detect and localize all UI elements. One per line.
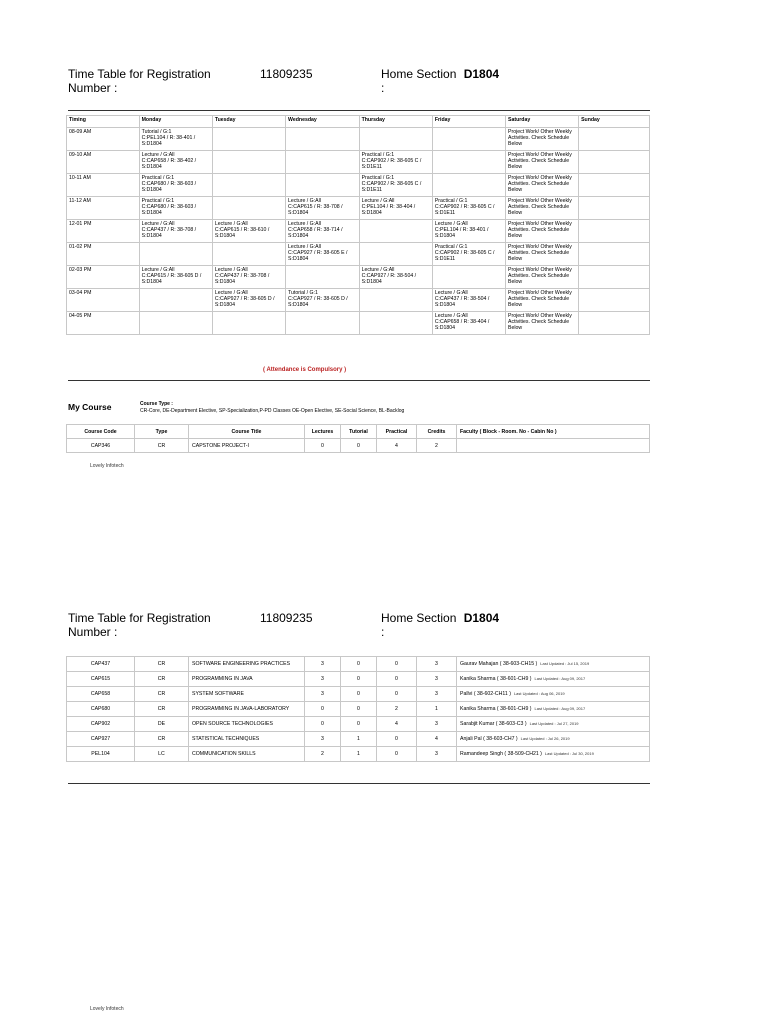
timetable-col-header: Tuesday: [212, 116, 285, 128]
timetable-cell: [579, 197, 650, 220]
divider: [68, 110, 650, 111]
timetable-cell: Tutorial / G:1 C:PEL104 / R: 38-401 / S:D1804: [139, 128, 212, 151]
course-cell: CAP902: [67, 717, 135, 732]
timetable: [66, 115, 650, 335]
timetable-cell: [359, 289, 432, 312]
timing-cell: 12-01 PM: [67, 220, 140, 243]
course-cell: 3: [305, 687, 341, 702]
timetable-cell: Lecture / G:All C:CAP437 / R: 38-708 / S:D1804: [139, 220, 212, 243]
timetable-row: [67, 312, 650, 335]
timetable-cell: Practical / G:1 C:CAP902 / R: 38-605 C / S:D1E11: [359, 174, 432, 197]
page-title: Time Table for Registration Number :: [68, 67, 211, 95]
timetable-cell: Lecture / G:All C:CAP615 / R: 38-610 / S:D1804: [212, 220, 285, 243]
timetable-cell: [286, 128, 360, 151]
timetable-cell: [579, 174, 650, 197]
course-col-header: Faculty ( Block - Room. No - Cabin No ): [457, 425, 650, 439]
timetable-cell: [432, 174, 505, 197]
course-cell: 3: [305, 657, 341, 672]
course-table-header: [67, 425, 650, 439]
course-col-header: Course Title: [189, 425, 305, 439]
timetable-cell: Lecture / G:All C:CAP658 / R: 38-404 / S:D1804: [432, 312, 505, 335]
divider: [68, 783, 650, 784]
timetable-cell: Tutorial / G:1 C:CAP927 / R: 38-605 D / S:D1804: [286, 289, 360, 312]
timetable-cell: Lecture / G:All C:CAP927 / R: 38-504 / S:D1804: [359, 266, 432, 289]
timetable-cell: [432, 151, 505, 174]
course-cell: LC: [135, 747, 189, 762]
timing-cell: 10-11 AM: [67, 174, 140, 197]
course-cell: PEL104: [67, 747, 135, 762]
course-cell: CAPSTONE PROJECT-I: [189, 439, 305, 453]
last-updated: Last Updated : Aug 06, 2019: [513, 691, 565, 696]
course-cell: 0: [377, 657, 417, 672]
course-cell: 0: [341, 717, 377, 732]
course-cell: CAP346: [67, 439, 135, 453]
course-cell: 3: [417, 747, 457, 762]
registration-number: 11809235: [260, 67, 313, 81]
timetable-cell: [139, 289, 212, 312]
timetable-cell: [579, 151, 650, 174]
timetable-cell: [212, 243, 285, 266]
course-row: [67, 747, 650, 762]
timetable-cell: Project Work/ Other Weekly Activities. Check Schedule Below: [506, 289, 579, 312]
timetable-cell: Lecture / G:All C:CAP437 / R: 38-708 / S:D1804: [212, 266, 285, 289]
course-cell: PROGRAMMING IN JAVA-LABORATORY: [189, 702, 305, 717]
timetable-cell: Project Work/ Other Weekly Activities. Check Schedule Below: [506, 266, 579, 289]
course-cell: 0: [377, 672, 417, 687]
course-col-header: Practical: [377, 425, 417, 439]
course-row: [67, 672, 650, 687]
timetable-col-header: Sunday: [579, 116, 650, 128]
course-cell: [457, 657, 650, 672]
timetable-cell: Lecture / G:All C:CAP615 / R: 38-605 D / S:D1804: [139, 266, 212, 289]
timetable-cell: Project Work/ Other Weekly Activities. Check Schedule Below: [506, 220, 579, 243]
timetable-cell: [212, 174, 285, 197]
home-section-value: D1804: [463, 67, 500, 81]
last-updated: Last Updated : Aug 09, 2017: [534, 676, 586, 681]
course-cell: 0: [341, 439, 377, 453]
timetable-cell: [212, 128, 285, 151]
page-title-2: Time Table for Registration Number :: [68, 611, 211, 639]
footer-text-2: Lovely Infotech: [90, 1006, 124, 1012]
timetable-cell: [432, 266, 505, 289]
timing-cell: 04-05 PM: [67, 312, 140, 335]
timetable-cell: [139, 243, 212, 266]
course-cell: CR: [135, 687, 189, 702]
course-cell: CAP437: [67, 657, 135, 672]
course-cell: [457, 439, 650, 453]
timing-cell: 03-04 PM: [67, 289, 140, 312]
course-cell: 0: [341, 702, 377, 717]
course-cell: 1: [417, 702, 457, 717]
course-col-header: Tutorial: [341, 425, 377, 439]
faculty-name: Sarabjit Kumar ( 38-603-C3 ): [460, 721, 527, 727]
timetable-col-header: Friday: [432, 116, 505, 128]
course-cell: DE: [135, 717, 189, 732]
course-row: [67, 687, 650, 702]
timetable-row: [67, 266, 650, 289]
course-col-header: Course Code: [67, 425, 135, 439]
timetable-cell: [286, 174, 360, 197]
course-type-legend: [140, 401, 404, 415]
my-course-title: My Course: [68, 402, 112, 412]
timetable-cell: [286, 312, 360, 335]
last-updated: Last Updated : Aug 09, 2017: [534, 706, 586, 711]
timetable-row: [67, 128, 650, 151]
course-cell: 0: [377, 747, 417, 762]
course-cell: SOFTWARE ENGINEERING PRACTICES: [189, 657, 305, 672]
faculty-name: Pallvi ( 38-602-CH11 ): [460, 691, 511, 697]
course-cell: [457, 747, 650, 762]
course-cell: PROGRAMMING IN JAVA: [189, 672, 305, 687]
course-cell: SYSTEM SOFTWARE: [189, 687, 305, 702]
timetable-cell: [212, 197, 285, 220]
course-cell: 4: [377, 439, 417, 453]
course-cell: 1: [341, 732, 377, 747]
course-cell: 2: [377, 702, 417, 717]
timetable-cell: [579, 312, 650, 335]
last-updated: Last Updated : Jul 15, 2019: [540, 661, 590, 666]
timetable-cell: [579, 220, 650, 243]
home-section-label: Home Section: [381, 67, 457, 81]
course-cell: CAP615: [67, 672, 135, 687]
timetable-cell: Lecture / G:All C:CAP437 / R: 38-504 / S:D1804: [432, 289, 505, 312]
home-section: [381, 67, 501, 95]
timing-cell: 02-03 PM: [67, 266, 140, 289]
timetable-cell: Practical / G:1 C:CAP902 / R: 38-605 C / S:D1E11: [432, 243, 505, 266]
course-table: [66, 424, 650, 453]
timetable-cell: [139, 312, 212, 335]
course-cell: CR: [135, 672, 189, 687]
course-cell: 2: [417, 439, 457, 453]
timetable-cell: [359, 220, 432, 243]
footer-text: Lovely Infotech: [90, 463, 124, 469]
timetable-cell: Project Work/ Other Weekly Activities. Check Schedule Below: [506, 128, 579, 151]
timetable-cell: Project Work/ Other Weekly Activities. Check Schedule Below: [506, 197, 579, 220]
course-cell: 1: [341, 747, 377, 762]
timetable-cell: Lecture / G:All C:CAP927 / R: 38-605 E / S:D1804: [286, 243, 360, 266]
course-col-header: Type: [135, 425, 189, 439]
timing-cell: 01-02 PM: [67, 243, 140, 266]
faculty-name: Gaurav Mahajan ( 38-603-CH15 ): [460, 661, 538, 667]
course-cell: CR: [135, 732, 189, 747]
timetable-cell: Practical / G:1 C:CAP902 / R: 38-605 C / S:D1E11: [359, 151, 432, 174]
timetable-row: [67, 151, 650, 174]
course-row: [67, 439, 650, 453]
course-cell: [457, 687, 650, 702]
course-cell: STATISTICAL TECHNIQUES: [189, 732, 305, 747]
timetable-col-header: Timing: [67, 116, 140, 128]
timetable-cell: [286, 266, 360, 289]
course-cell: CR: [135, 702, 189, 717]
course-cell: [457, 717, 650, 732]
course-cell: CAP658: [67, 687, 135, 702]
timetable-col-header: Saturday: [506, 116, 579, 128]
timetable-cell: Lecture / G:All C:PEL104 / R: 38-401 / S:D1804: [432, 220, 505, 243]
timetable-cell: [579, 243, 650, 266]
course-cell: CAP927: [67, 732, 135, 747]
timetable-row: [67, 174, 650, 197]
course-col-header: Lectures: [305, 425, 341, 439]
course-cell: 0: [377, 687, 417, 702]
timetable-cell: Lecture / G:All C:CAP615 / R: 38-708 / S:D1804: [286, 197, 360, 220]
course-cell: [457, 732, 650, 747]
course-cell: 0: [305, 702, 341, 717]
faculty-name: Ramandeep Singh ( 38-509-CH21 ): [460, 751, 542, 757]
timetable-cell: Practical / G:1 C:CAP902 / R: 38-605 C / S:D1E11: [432, 197, 505, 220]
home-section-2: [381, 611, 501, 639]
timetable-cell: Practical / G:1 C:CAP680 / R: 38-603 / S:D1804: [139, 197, 212, 220]
course-cell: 0: [341, 687, 377, 702]
course-type-text: CR-Core, DE-Department Elective, SP-Specialization,P-PD Classes OE-Open Elective, SE-Social Science, BL-Backlog: [140, 408, 405, 414]
registration-number-2: 11809235: [260, 611, 313, 625]
course-cell: 0: [341, 657, 377, 672]
course-cell: [457, 672, 650, 687]
course-row: [67, 732, 650, 747]
course-cell: OPEN SOURCE TECHNOLOGIES: [189, 717, 305, 732]
home-section-colon: :: [381, 81, 385, 95]
course-type-label: Course Type :: [140, 401, 173, 407]
timetable-cell: Project Work/ Other Weekly Activities. Check Schedule Below: [506, 174, 579, 197]
home-section-value-2: D1804: [463, 611, 500, 625]
course-cell: 3: [417, 717, 457, 732]
course-cell: CR: [135, 657, 189, 672]
course-col-header: Credits: [417, 425, 457, 439]
faculty-name: Anjali Pal ( 38-603-CH7 ): [460, 736, 518, 742]
course-cell: 4: [377, 717, 417, 732]
timetable-cell: Project Work/ Other Weekly Activities. Check Schedule Below: [506, 151, 579, 174]
timetable-row: [67, 289, 650, 312]
timetable-cell: [212, 151, 285, 174]
timetable-cell: Lecture / G:All C:CAP658 / R: 38-402 / S:D1804: [139, 151, 212, 174]
timetable-cell: [579, 128, 650, 151]
timetable-cell: Project Work/ Other Weekly Activities. Check Schedule Below: [506, 243, 579, 266]
timetable-cell: [579, 266, 650, 289]
course-cell: [457, 702, 650, 717]
timing-cell: 11-12 AM: [67, 197, 140, 220]
timetable-col-header: Monday: [139, 116, 212, 128]
timetable-cell: [359, 312, 432, 335]
course-cell: 3: [417, 657, 457, 672]
course-row: [67, 657, 650, 672]
course-row: [67, 702, 650, 717]
last-updated: Last Updated : Jul 26, 2019: [520, 736, 570, 741]
course-cell: 3: [305, 672, 341, 687]
timetable-cell: Lecture / G:All C:CAP658 / R: 38-714 / S:D1804: [286, 220, 360, 243]
timetable-row: [67, 220, 650, 243]
timetable-cell: [579, 289, 650, 312]
course-row: [67, 717, 650, 732]
course-cell: CR: [135, 439, 189, 453]
timetable-col-header: Wednesday: [286, 116, 360, 128]
course-cell: 3: [305, 732, 341, 747]
timetable-cell: [359, 128, 432, 151]
faculty-name: Kanika Sharma ( 38-601-CH9 ): [460, 706, 532, 712]
timing-cell: 09-10 AM: [67, 151, 140, 174]
course-cell: 0: [341, 672, 377, 687]
course-cell: COMMUNICATION SKILLS: [189, 747, 305, 762]
timing-cell: 08-09 AM: [67, 128, 140, 151]
timetable-cell: [359, 243, 432, 266]
last-updated: Last Updated : Jul 27, 2019: [529, 721, 579, 726]
course-cell: 4: [417, 732, 457, 747]
divider: [68, 380, 650, 381]
course-table-continued: [66, 656, 650, 762]
timetable-header: [67, 116, 650, 128]
timetable-cell: Lecture / G:All C:PEL104 / R: 38-404 / S:D1804: [359, 197, 432, 220]
attendance-note: ( Attendance is Compulsory ): [263, 367, 347, 373]
course-cell: 0: [377, 732, 417, 747]
timetable-col-header: Thursday: [359, 116, 432, 128]
home-section-colon-2: :: [381, 625, 385, 639]
course-cell: 0: [305, 439, 341, 453]
course-cell: CAP680: [67, 702, 135, 717]
timetable-cell: [212, 312, 285, 335]
timetable-row: [67, 197, 650, 220]
course-cell: 3: [417, 687, 457, 702]
course-cell: 3: [417, 672, 457, 687]
timetable-row: [67, 243, 650, 266]
timetable-cell: Practical / G:1 C:CAP680 / R: 38-603 / S:D1804: [139, 174, 212, 197]
timetable-cell: Project Work/ Other Weekly Activities. Check Schedule Below: [506, 312, 579, 335]
timetable-cell: Lecture / G:All C:CAP927 / R: 38-605 D / S:D1804: [212, 289, 285, 312]
timetable-cell: [432, 128, 505, 151]
faculty-name: Kanika Sharma ( 38-601-CH9 ): [460, 676, 532, 682]
timetable-cell: [286, 151, 360, 174]
course-cell: 0: [305, 717, 341, 732]
home-section-label-2: Home Section: [381, 611, 457, 625]
last-updated: Last Updated : Jul 30, 2019: [544, 751, 594, 756]
course-cell: 2: [305, 747, 341, 762]
